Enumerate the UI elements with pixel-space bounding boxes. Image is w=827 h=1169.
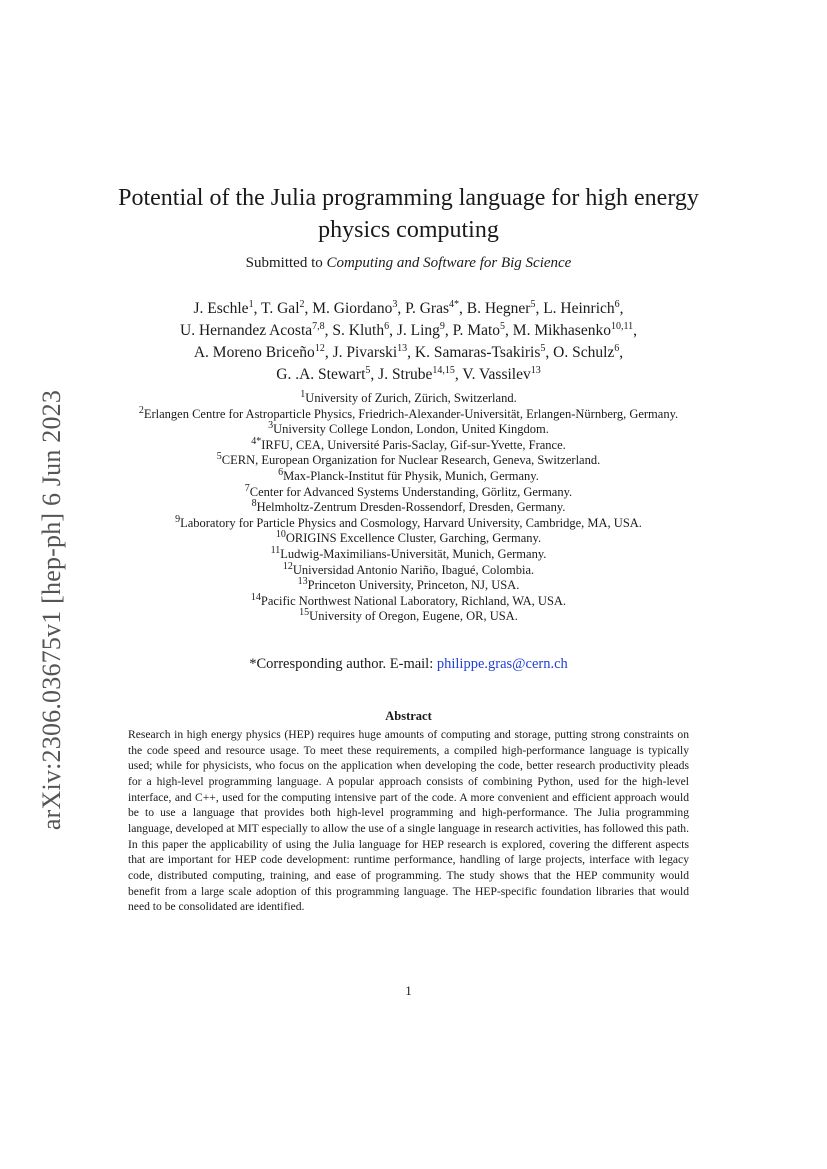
author-name xyxy=(193,300,253,317)
author-affiliation-mark: 6 xyxy=(614,298,620,310)
email-link[interactable]: philippe.gras@cern.ch xyxy=(436,656,568,672)
affiliation-number: 5 xyxy=(216,451,222,463)
author-affiliation-mark: 5 xyxy=(540,342,546,354)
affiliation-text: University College London, London, United Kingdom. xyxy=(273,422,549,437)
affiliation-item xyxy=(90,500,727,516)
abstract-text: Research in high energy physics (HEP) requires huge amounts of computing and storage, putting strong constraints on the code speed and resource usage. To meet these requirements, a compiled high-performance language is typically used; while for physicists, who focus on the application when developing the code, better research productivity pleads for a high-level programming language. A popular approach consists of combining Python, used for the high-level interface, and C++, used for the computing intensive part of the code. A more convenient and efficient approach would be to use a language that provides both high-level programming and high-performance. The Julia programming language, developed at MIT especially to allow the use of a single language in research activities, has followed this path. In this paper the applicability of using the Julia language for HEP research is explored, covering the different aspects that are important for HEP code development: runtime performance, handling of large projects, interface with legacy code, distributed computing, training, and ease of programming. The study shows that the HEP community would benefit from a large scale adoption of this programming language. The HEP-specific foundation libraries that would need to be consolidated are identified. xyxy=(128,728,689,914)
author-name-text: B. Hegner xyxy=(466,300,531,317)
paper-title: Potential of the Julia programming language for high energy physics computing xyxy=(118,185,699,243)
author-affiliation-mark: 3 xyxy=(392,298,398,310)
author-name-text: L. Heinrich xyxy=(543,300,615,317)
corresponding-author xyxy=(100,656,717,673)
affiliation-text: Princeton University, Princeton, NJ, USA. xyxy=(307,578,520,593)
author-affiliation-mark: 10,11 xyxy=(610,320,634,332)
affiliation-text: Helmholtz-Zentrum Dresden-Rossendorf, Dresden, Germany. xyxy=(256,500,566,515)
author-name xyxy=(467,300,536,317)
author-name-text: P. Gras xyxy=(405,300,449,317)
author-name xyxy=(543,300,619,317)
affiliation-item xyxy=(90,422,727,438)
author-name xyxy=(333,344,408,361)
author-affiliation-mark: 5 xyxy=(530,298,536,310)
journal-name: Computing and Software for Big Science xyxy=(326,255,572,271)
author-name xyxy=(415,344,545,361)
author-name xyxy=(332,322,389,339)
author-affiliation-mark: 6 xyxy=(384,320,390,332)
affiliation-item xyxy=(90,575,727,594)
author-affiliation-mark: 7,8 xyxy=(312,320,325,332)
author-affiliation-mark: 1 xyxy=(248,298,254,310)
author-affiliation-mark: 2 xyxy=(299,298,305,310)
affiliation-number: 1 xyxy=(300,388,306,400)
affiliation-text: ORIGINS Excellence Cluster, Garching, Germany. xyxy=(285,531,542,546)
author-name xyxy=(513,322,633,339)
author-name xyxy=(194,344,325,361)
affiliation-item xyxy=(90,513,727,532)
affiliation-list xyxy=(90,388,727,625)
author-name xyxy=(453,322,505,339)
affiliation-number: 9 xyxy=(175,513,181,525)
author-name xyxy=(405,300,459,317)
corresponding-label: *Corresponding author. E-mail: xyxy=(249,656,437,672)
author-affiliation-mark: 14,15 xyxy=(432,364,455,376)
author-name-text: J. Pivarski xyxy=(332,344,398,361)
affiliation-number: 11 xyxy=(270,544,281,556)
affiliation-number: 6 xyxy=(278,466,284,478)
author-name-text: G. .A. Stewart xyxy=(276,366,366,383)
author-name xyxy=(276,366,370,383)
affiliation-text: University of Oregon, Eugene, OR, USA. xyxy=(309,609,518,624)
author-affiliation-mark: 6 xyxy=(614,342,620,354)
author-name xyxy=(553,344,619,361)
author-name xyxy=(397,322,445,339)
affiliation-item xyxy=(90,404,727,423)
affiliation-text: Max-Planck-Institut für Physik, Munich, Germany. xyxy=(283,468,539,483)
affiliation-number: 13 xyxy=(297,575,308,587)
author-affiliation-mark: 5 xyxy=(500,320,506,332)
author-name-text: P. Mato xyxy=(452,322,501,339)
author-list: J. Eschle$^1$, T. Gal$^2$, M. Giordano$^3$, P. Gras$^{4*}$, B. Hegner$^5$, L. Heinrich$^6$, U. Hernandez Acosta$^{7,8}$, S. Kluth$^6$, J. Ling$^9$, P. Mato$^5$, M. Mikhasenko$^{10,11}$, A. Moreno Briceño$^{12}$, J. Pivarski$^{13}$, K. Samaras-Tsakiris$^5$, O. Schulz$^6$, G. .A. Stewart$^5$, J. Strube$^{14,15}$, V. Vassilev$^{13}$ xyxy=(180,298,637,383)
author-name xyxy=(180,322,325,339)
affiliation-item xyxy=(90,453,727,469)
affiliation-item xyxy=(90,560,727,579)
page-number: 1 xyxy=(405,983,412,998)
author-affiliation-mark: 5 xyxy=(365,364,371,376)
author-affiliation-mark: 4* xyxy=(449,298,459,310)
affiliation-text: CERN, European Organization for Nuclear Research, Geneva, Switzerland. xyxy=(221,453,601,468)
author-name-text: A. Moreno Briceño xyxy=(193,344,315,361)
affiliation-number: 10 xyxy=(275,529,286,541)
affiliation-item xyxy=(90,544,727,563)
author-name-text: J. Strube xyxy=(378,366,433,383)
affiliation-text: Pacific Northwest National Laboratory, Richland, WA, USA. xyxy=(260,593,567,608)
author-name-text: M. Giordano xyxy=(312,300,393,317)
affiliation-item xyxy=(90,531,727,547)
affiliation-item xyxy=(90,609,727,625)
affiliation-item xyxy=(90,482,727,501)
author-affiliation-mark: 13 xyxy=(530,364,541,376)
affiliation-text: Ludwig-Maximilians-Universität, Munich, Germany. xyxy=(280,546,547,561)
author-name-text: U. Hernandez Acosta xyxy=(180,322,313,339)
affiliation-item xyxy=(90,591,727,610)
author-affiliation-mark: 9 xyxy=(439,320,445,332)
affiliation-item xyxy=(90,388,727,407)
author-name-text: J. Ling xyxy=(396,322,440,339)
author-name-text: T. Gal xyxy=(261,300,300,317)
affiliation-number: 2 xyxy=(138,404,144,416)
arxiv-identifier: arXiv:2306.03675v1 [hep-ph] 6 Jun 2023 xyxy=(37,389,66,831)
affiliation-text: IRFU, CEA, Université Paris-Saclay, Gif-sur-Yvette, France. xyxy=(261,437,566,452)
author-name xyxy=(261,300,304,317)
affiliation-number: 3 xyxy=(268,420,274,432)
affiliation-text: Center for Advanced Systems Understanding, Görlitz, Germany. xyxy=(249,484,573,499)
author-name-text: O. Schulz xyxy=(553,344,615,361)
author-name xyxy=(312,300,397,317)
author-name-text: J. Eschle xyxy=(193,300,249,317)
submission-prefix: Submitted to xyxy=(245,255,327,271)
affiliation-text: Erlangen Centre for Astroparticle Physics, Friedrich-Alexander-Universität, Erlangen-Nürnberg, Germany. xyxy=(143,406,679,421)
affiliation-number: 8 xyxy=(251,498,257,509)
affiliation-number: 4* xyxy=(251,435,262,447)
author-name xyxy=(378,366,455,383)
submission-note xyxy=(100,255,717,272)
affiliation-text: University of Zurich, Zürich, Switzerland. xyxy=(305,391,517,405)
affiliation-number: 12 xyxy=(282,560,293,572)
author-name-text: V. Vassilev xyxy=(462,366,531,383)
author-name-text: S. Kluth xyxy=(332,322,385,339)
affiliation-number: 15 xyxy=(299,607,310,619)
affiliation-number: 7 xyxy=(244,482,250,494)
affiliation-item xyxy=(90,435,727,454)
author-name xyxy=(462,366,540,383)
abstract-heading: Abstract xyxy=(385,709,432,723)
affiliation-item xyxy=(90,466,727,485)
author-name-text: K. Samaras-Tsakiris xyxy=(414,344,541,361)
affiliation-text: Laboratory for Particle Physics and Cosmology, Harvard University, Cambridge, MA, USA. xyxy=(180,515,642,530)
author-name-text: M. Mikhasenko xyxy=(512,322,611,339)
author-affiliation-mark: 12 xyxy=(314,342,325,354)
affiliation-text: Universidad Antonio Nariño, Ibagué, Colombia. xyxy=(292,562,535,577)
affiliation-number: 14 xyxy=(250,591,261,603)
author-affiliation-mark: 13 xyxy=(397,342,408,354)
